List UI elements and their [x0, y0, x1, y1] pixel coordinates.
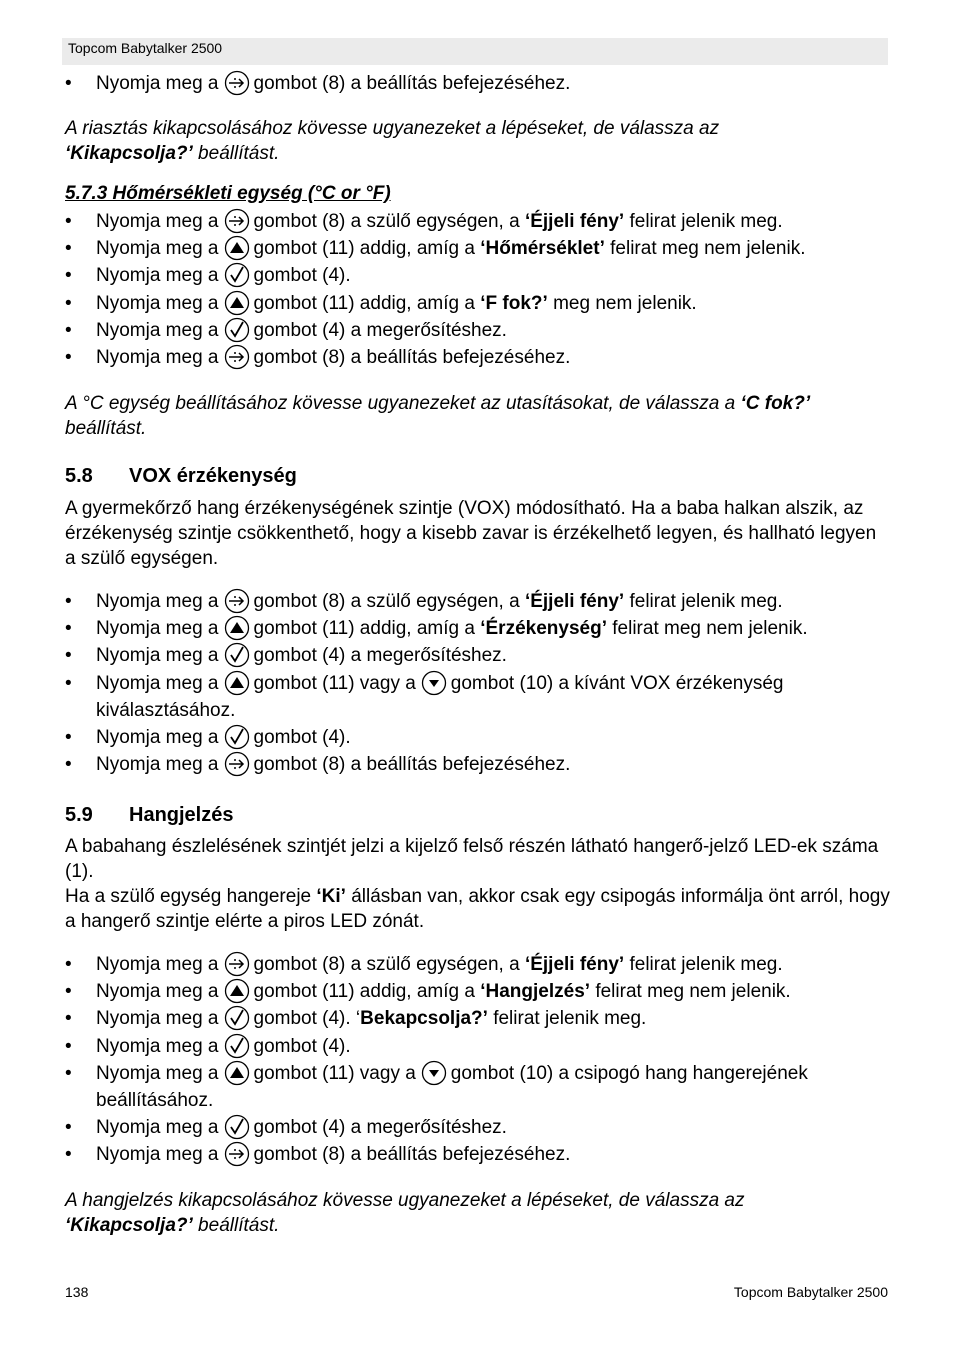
hangjelzes-note: A hangjelzés kikapcsolásához kövesse ugyanezeket a lépéseket, de válassza az ‘Kikapcsolja?’ beállítást.	[65, 1190, 745, 1236]
up-arrow-icon	[224, 615, 250, 641]
list-item: • Nyomja meg a gombot (4) a megerősítéshez.	[65, 642, 890, 669]
menu-exit-icon	[224, 70, 250, 96]
menu-exit-icon	[224, 344, 250, 370]
menu-exit-icon	[224, 951, 250, 977]
list-item: • Nyomja meg a gombot (4).	[65, 1033, 890, 1060]
list-item: • Nyomja meg a gombot (8) a szülő egységen, a ‘Éjjeli fény’ felirat jelenik meg.	[65, 588, 890, 615]
hangjelzes-intro: A babahang észlelésének szintjét jelzi a kijelző felső részén látható hangerő-jelző LED-ek száma (1). Ha a szülő egység hangereje ‘Ki’ állásban van, akkor csak egy csipogás informálja önt arról, hogy a hangerő szintje elérte a piros LED zónát.	[65, 836, 890, 932]
checkmark-icon	[224, 317, 250, 343]
menu-exit-icon	[224, 588, 250, 614]
checkmark-icon	[224, 642, 250, 668]
list-item: • Nyomja meg a gombot (4).	[65, 724, 890, 751]
list-item: • Nyomja meg a gombot (4) a megerősítéshez.	[65, 1114, 890, 1141]
hangjelzes-steps	[65, 951, 890, 1169]
list-item: • Nyomja meg a gombot (4).	[65, 262, 890, 289]
page-number: 138	[65, 1284, 89, 1300]
down-arrow-icon	[421, 1060, 447, 1086]
celsius-note: A °C egység beállításához kövesse ugyanezeket az utasításokat, de válassza a ‘C fok?’ beállítást.	[65, 393, 811, 439]
list-item: • Nyomja meg a gombot (11) addig, amíg a ‘Hangjelzés’ felirat meg nem jelenik.	[65, 978, 890, 1005]
alarm-note: A riasztás kikapcsolásához kövesse ugyanezeket a lépéseket, de válassza az ‘Kikapcsolja?’ beállítást.	[65, 118, 720, 164]
menu-exit-icon	[224, 208, 250, 234]
page-header	[62, 38, 888, 65]
list-item: • Nyomja meg a gombot (8) a szülő egységen, a ‘Éjjeli fény’ felirat jelenik meg.	[65, 208, 890, 235]
list-item: • Nyomja meg a gombot (8) a beállítás befejezéséhez.	[65, 751, 890, 778]
down-arrow-icon	[421, 670, 447, 696]
vox-steps	[65, 588, 890, 778]
list-item: • Nyomja meg a gombot (4) a megerősítéshez.	[65, 317, 890, 344]
checkmark-icon	[224, 1005, 250, 1031]
menu-exit-icon	[224, 751, 250, 777]
menu-exit-icon	[224, 1141, 250, 1167]
checkmark-icon	[224, 1033, 250, 1059]
list-item: • Nyomja meg a gombot (11) vagy a gombot (10) a csipogó hang hangerejének beállításához.	[65, 1060, 890, 1114]
section-heading-vox: 5.8 VOX érzékenység	[65, 465, 297, 487]
up-arrow-icon	[224, 290, 250, 316]
up-arrow-icon	[224, 1060, 250, 1086]
vox-intro: A gyermekőrző hang érzékenységének szintje (VOX) módosítható. Ha a baba halkan alszik, az érzékenység szintje csökkenthető, hogy a kisebb zavar is érzékelhető legyen, és hallható legyen a szülő egységen.	[65, 498, 877, 569]
header-title: Topcom Babytalker 2500	[68, 40, 223, 56]
list-item: • Nyomja meg a gombot (11) vagy a gombot (10) a kívánt VOX érzékenység kiválasztásához.	[65, 670, 890, 724]
list-item: • Nyomja meg a gombot (4). ‘Bekapcsolja?’ felirat jelenik meg.	[65, 1005, 890, 1032]
up-arrow-icon	[224, 670, 250, 696]
section-heading-hangjelzes: 5.9 Hangjelzés	[65, 804, 234, 826]
checkmark-icon	[224, 724, 250, 750]
list-item: • Nyomja meg a gombot (11) addig, amíg a ‘Hőmérséklet’ felirat meg nem jelenik.	[65, 235, 890, 262]
checkmark-icon	[224, 1114, 250, 1140]
subsection-title: 5.7.3 Hőmérsékleti egység (°C or °F)	[65, 183, 391, 204]
list-item: • Nyomja meg a gombot (11) addig, amíg a ‘F fok?’ meg nem jelenik.	[65, 290, 890, 317]
checkmark-icon	[224, 262, 250, 288]
list-item: • Nyomja meg a gombot (8) a beállítás befejezéséhez.	[65, 70, 890, 97]
list-item: • Nyomja meg a gombot (8) a szülő egységen, a ‘Éjjeli fény’ felirat jelenik meg.	[65, 951, 890, 978]
up-arrow-icon	[224, 978, 250, 1004]
list-item: • Nyomja meg a gombot (11) addig, amíg a ‘Érzékenység’ felirat meg nem jelenik.	[65, 615, 890, 642]
pre-bullet-list	[65, 70, 890, 97]
list-item: • Nyomja meg a gombot (8) a beállítás befejezéséhez.	[65, 344, 890, 371]
temperature-steps	[65, 208, 890, 371]
list-item: • Nyomja meg a gombot (8) a beállítás befejezéséhez.	[65, 1141, 890, 1168]
up-arrow-icon	[224, 235, 250, 261]
footer-title: Topcom Babytalker 2500	[733, 1284, 888, 1300]
